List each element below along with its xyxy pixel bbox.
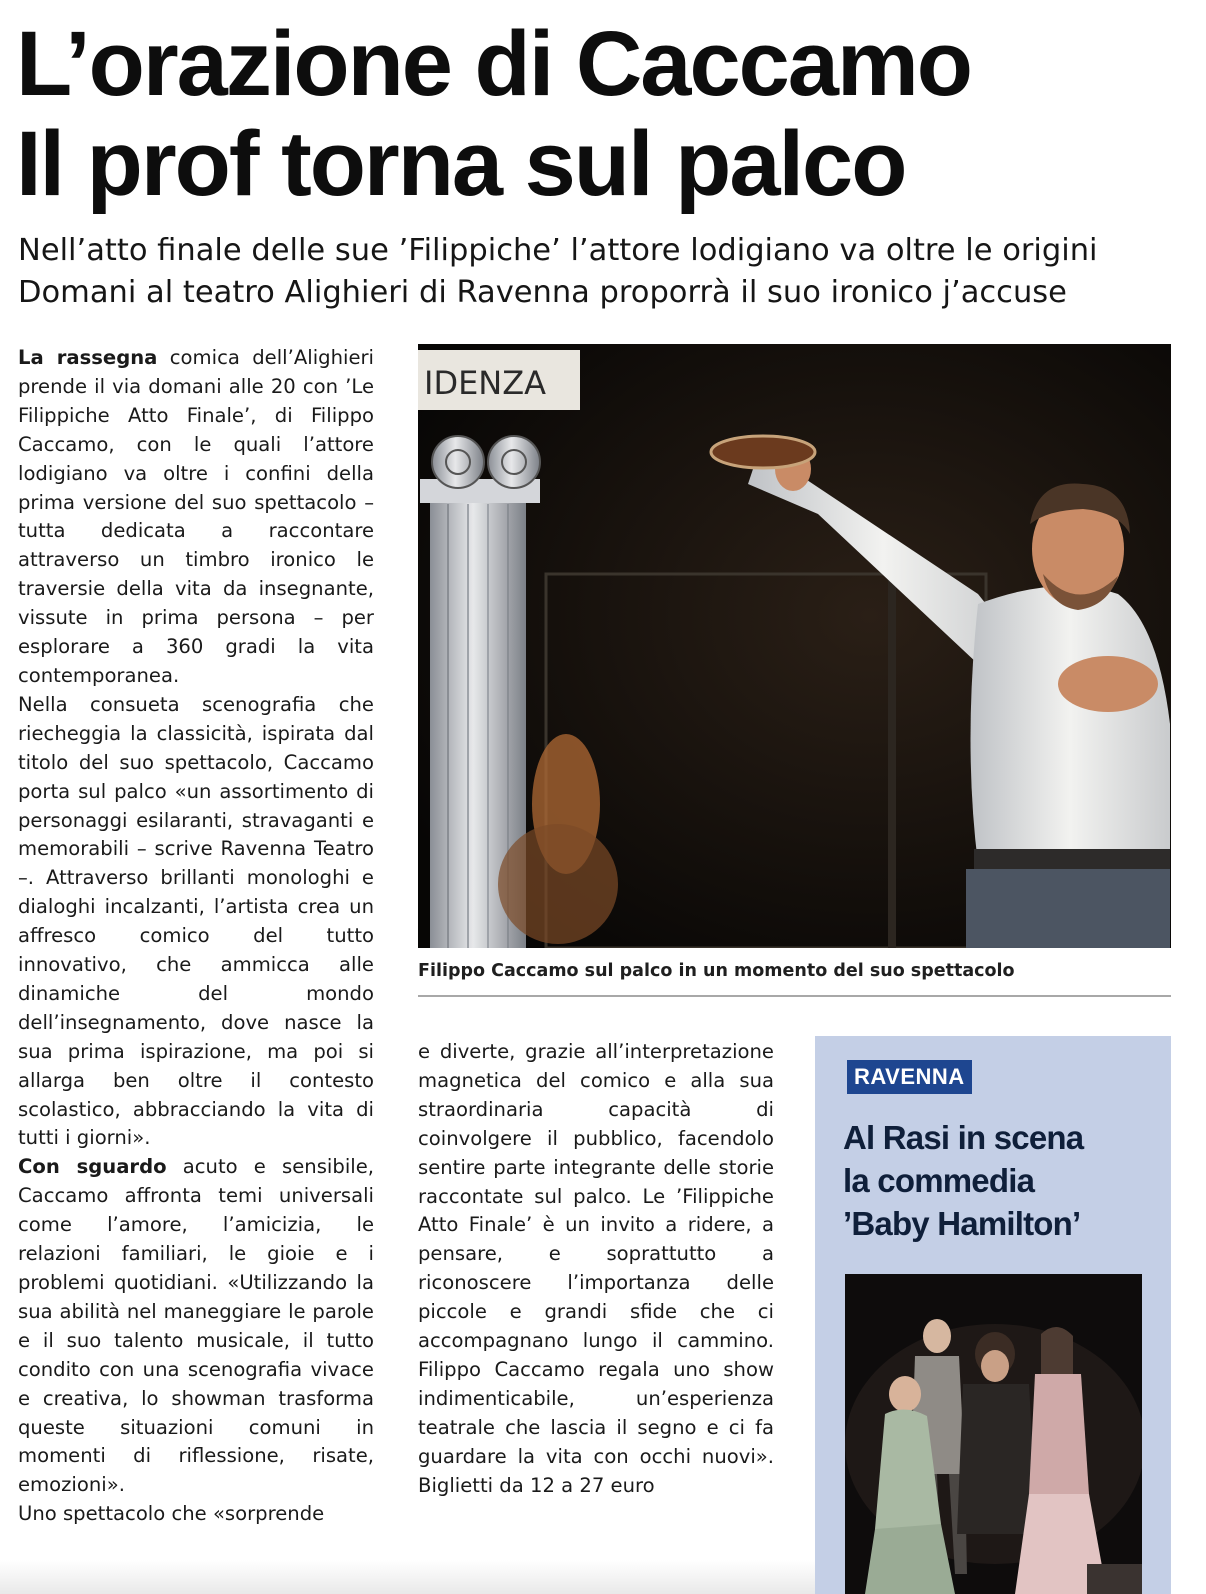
subheadline xyxy=(18,230,1198,314)
performer-on-stage-image xyxy=(418,344,1171,948)
paragraph-text: acuto e sensibile, Caccamo affronta temi universali come l’amore, l’amicizia, le relazioni familiari, le gioie e i problemi quotidiani. «Utilizzando la sua abilità nel maneggiare le parole e il suo talento musicale, il tutto condito con una scenografia vivace e creativa, lo showman trasforma queste situazioni comuni in momenti di riflessione, risate, emozioni». xyxy=(18,1155,374,1497)
paragraph-lead: Con sguardo xyxy=(18,1155,167,1179)
sidebar-title xyxy=(843,1116,1163,1245)
sidebar-title-line-1: Al Rasi in scena xyxy=(843,1119,1084,1156)
headline-line-1: L’orazione di Caccamo xyxy=(16,13,971,115)
subheadline-line-1: Nell’atto finale delle sue ’Filippiche’ l’attore lodigiano va oltre le origini xyxy=(18,233,1098,268)
actors-on-stage-image xyxy=(845,1274,1142,1594)
article-paragraph: e diverte, grazie all’interpretazione magnetica del comico e alla sua straordinaria capacità di coinvolgere il pubblico, facendolo sentire parte integrante delle storie raccontate sul palco. Le ’Filippiche Atto Finale’ è un invito a ridere, a pensare, e soprattutto a riconoscere l’importanza delle piccole e grandi sfide che ci accompagnano lungo il cammino. Filippo Caccamo regala uno show indimenticabile, un’esperienza teatrale che lascia il segno e ci fa guardare la vita con occhi nuovi». Biglietti da 12 a 27 euro xyxy=(418,1040,774,1497)
caption-divider xyxy=(418,995,1171,997)
main-photo xyxy=(418,344,1171,948)
sidebar-title-line-3: ’Baby Hamilton’ xyxy=(843,1205,1081,1242)
headline xyxy=(16,14,1196,214)
photo-caption: Filippo Caccamo sul palco in un momento del suo spettacolo xyxy=(418,961,1015,981)
sidebar-box xyxy=(815,1036,1171,1594)
headline-line-2: Il prof torna sul palco xyxy=(16,113,906,215)
article-column-1 xyxy=(18,344,374,1544)
article-paragraph: Nella consueta scenografia che riecheggia la classicità, ispirata dal titolo del suo spettacolo, Caccamo porta sul palco «un assortimento di personaggi esilaranti, stravaganti e memorabili – scrive Ravenna Teatro –. Attraverso brillanti monologhi e dialoghi incalzanti, l’artista crea un affresco comico del tutto innovativo, che ammicca alle dinamiche del mondo dell’insegnamento, dove nasce la sua prima ispirazione, ma poi si allarga ben oltre il contesto scolastico, abbracciando la vita di tutti i giorni». xyxy=(18,692,374,1150)
article-paragraph xyxy=(18,1153,374,1500)
article-column-2 xyxy=(418,1038,774,1538)
sidebar-title-line-2: la commedia xyxy=(843,1162,1035,1199)
article-paragraph xyxy=(18,344,374,691)
subheadline-line-2: Domani al teatro Alighieri di Ravenna proporrà il suo ironico j’accuse xyxy=(18,275,1067,310)
article-paragraph: Uno spettacolo che «sorprende xyxy=(18,1502,325,1526)
location-tag: RAVENNA xyxy=(847,1060,972,1094)
stage-sign-text: IDENZA xyxy=(424,364,547,402)
paragraph-lead: La rassegna xyxy=(18,346,158,369)
page-edge-shadow xyxy=(0,1560,815,1594)
sidebar-photo xyxy=(845,1274,1142,1594)
paragraph-text: comica dell’Alighieri prende il via domani alle 20 con ’Le Filippiche Atto Finale’, di Filippo Caccamo, con le quali l’attore lodigiano va oltre i confini della prima versione del suo spettacolo – tutta dedicata a raccontare attraverso un timbro ironico le traversie della vita da insegnante, vissute in prima persona – per esplorare a 360 gradi la vita contemporanea. xyxy=(18,346,374,687)
